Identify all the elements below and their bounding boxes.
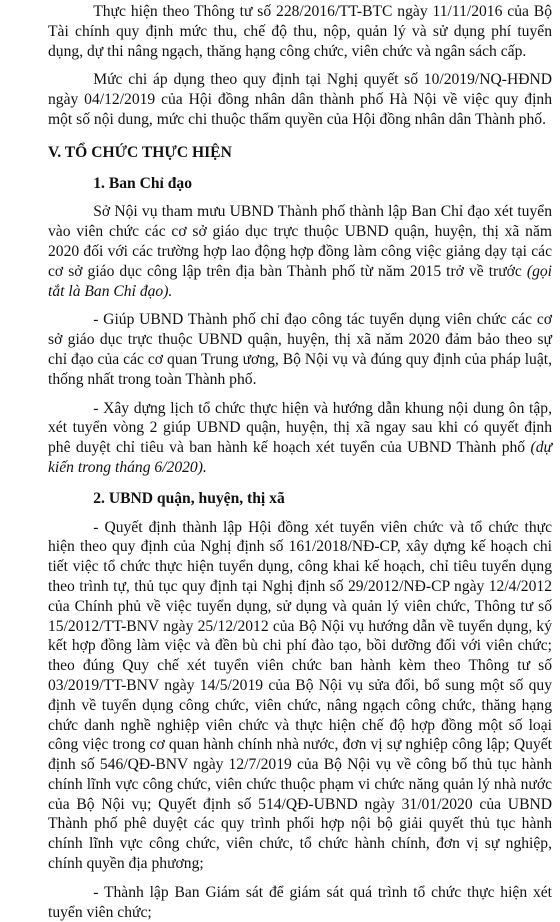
paragraph-district-task-2: - Thành lập Ban Giám sát để giám sát quá trình tổ chức thực hiện xét tuyển viên chức;: [48, 883, 552, 921]
paragraph-funding-source: Thực hiện theo Thông tư số 228/2016/TT-BTC ngày 11/11/2016 của Bộ Tài chính quy định mức thu, chế độ thu, nộp, quản lý và sử dụng phí tuyển dụng, dự thi nâng ngạch, thăng hạng công chức, viên chức và ngân sách cấp.: [48, 3, 552, 60]
paragraph-steering-committee: [48, 202, 552, 301]
paragraph-steering-task-2: [48, 399, 552, 478]
subsection-heading-district: 2. UBND quận, huyện, thị xã: [93, 489, 285, 507]
paragraph-steering-task-1: - Giúp UBND Thành phố chỉ đạo công tác tuyển dụng viên chức các cơ sở giáo dục trực thuộc UBND quận, huyện, thị xã năm 2020 đảm bảo theo sự chỉ đạo của các cơ quan Trung ương, Bộ Nội vụ và đúng quy định của pháp luật, thống nhất trong toàn Thành phố.: [48, 311, 552, 388]
paragraph-steering-task-2-text: - Xây dựng lịch tổ chức thực hiện và hướng dẫn khung nội dung ôn tập, xét tuyển vòng 2 giúp UBND quận, huyện, thị xã ngay sau khi có quyết định phê duyệt chỉ tiêu và ban hành kế hoạch xét tuyển của UBND Thành phố: [48, 399, 552, 457]
paragraph-steering-committee-text: Sở Nội vụ tham mưu UBND Thành phố thành lập Ban Chỉ đạo xét tuyển vào viên chức các cơ sở giáo dục trực thuộc UBND quận, huyện, thị xã năm 2020 đối với các trường hợp lao động hợp đồng làm công việc giảng dạy tại các cơ sở giáo dục công lập trên địa bàn Thành phố từ năm 2015 trở về trước: [48, 203, 552, 280]
subsection-heading-steering-committee: 1. Ban Chỉ đạo: [93, 174, 193, 192]
paragraph-steering-committee-note: (gọi tắt là Ban Chỉ đạo).: [48, 262, 552, 300]
section-heading-organization: V. TỔ CHỨC THỰC HIỆN: [48, 143, 232, 161]
paragraph-district-task-1: - Quyết định thành lập Hội đồng xét tuyển viên chức và tổ chức thực hiện theo quy định của Nghị định số 161/2018/NĐ-CP, xây dựng kế hoạch chi tiết việc tổ chức thực hiện tuyển dụng, công khai kế hoạch, chỉ tiêu tuyển dụng theo trình tự, thủ tục quy định tại Nghị định số 29/2012/NĐ-CP ngày 12/4/2012 của Chính phủ về việc tuyển dụng, sử dụng và quản lý viên chức, Thông tư số 15/2012/TT-BNV ngày 25/12/2012 của Bộ Nội vụ hướng dẫn về tuyển dụng, ký kết hợp đồng làm việc và đền bù chi phí đào tạo, bồi dưỡng đối với viên chức; theo đúng Quy chế xét tuyển viên chức ban hành kèm theo Thông tư số 03/2019/TT-BNV ngày 14/5/2019 của Bộ Nội vụ sửa đổi, bổ sung một số quy định về tuyển dụng công chức, viên chức, nâng ngạch công chức, thăng hạng chức danh nghề nghiệp viên chức và thực hiện chế độ hợp đồng một số loại công việc trong cơ quan hành chính nhà nước, đơn vị sự nghiệp công lập; Quyết định số 546/QĐ-BNV ngày 12/7/2019 của Bộ Nội vụ về công bố thủ tục hành chính lĩnh vực công chức, viên chức thuộc phạm vi chức năng quản lý nhà nước của Bộ Nội vụ; Quyết định số 514/QĐ-UBND ngày 31/01/2020 của UBND Thành phố phê duyệt các quy trình phối hợp nội bộ giải quyết thủ tục hành chính lĩnh vực công chức, viên chức, tổ chức hành chính, đơn vị sự nghiệp, chính quyền địa phương;: [48, 518, 552, 873]
paragraph-spending-level: Mức chi áp dụng theo quy định tại Nghị quyết số 10/2019/NQ-HĐND ngày 04/12/2019 của Hội đồng nhân dân thành phố Hà Nội về việc quy định một số nội dung, mức chi thuộc thẩm quyền của Hội đồng nhân dân Thành phố.: [48, 71, 552, 128]
paragraph-steering-task-2-note: (dự kiến trong tháng 6/2020).: [48, 439, 552, 476]
